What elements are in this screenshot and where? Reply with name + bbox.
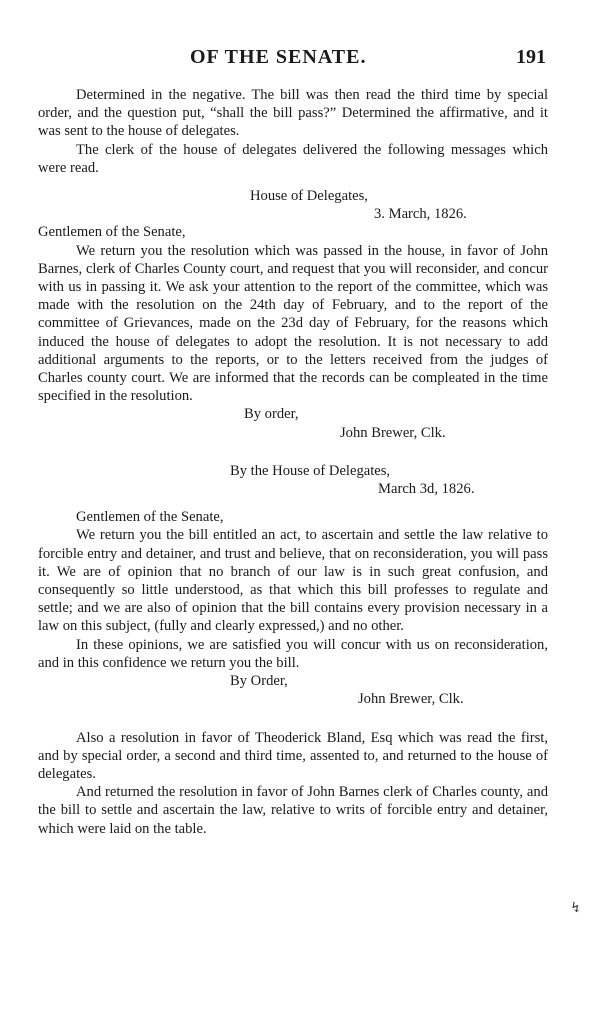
- page-header: [0, 46, 600, 74]
- running-head: OF THE SENATE.: [190, 46, 367, 68]
- paragraph-determined: Determined in the negative. The bill was then read the third time by special order, and the question put, “shall the bill pass?” Determined the affirmative, and it was sent to the house of delegates.: [38, 87, 548, 140]
- message1-by-order: By order,: [244, 406, 299, 423]
- message2-masthead: By the House of Delegates,: [230, 462, 391, 479]
- paragraph-bland-resolution: Also a resolution in favor of Theoderick Bland, Esq which was read the first, and by special order, a second and third time, assented to, and returned to the house of delegates.: [38, 729, 548, 782]
- message2-signature: John Brewer, Clk.: [358, 691, 464, 708]
- message1-salutation: Gentlemen of the Senate,: [38, 224, 186, 241]
- margin-mark: ↯: [570, 901, 582, 916]
- page-number: 191: [516, 46, 546, 68]
- message1-signature: John Brewer, Clk.: [340, 424, 446, 441]
- paragraph-clerk-messages: The clerk of the house of delegates delivered the following messages which were read.: [38, 141, 548, 176]
- message1-text: We return you the resolution which was passed in the house, in favor of John Barnes, clerk of Charles County court, and request that you will reconsider, and concur with us in passing it. We ask your attention to the report of the committee, which was made with the resolution on the 24th day of February, and to the report of the committee of Grievances, made on the 23d day of February, for the reasons which induced the house of delegates to adopt the resolution. It is not necessary to add additional arguments to the reports, or to the letters received from the judges of Charles county court. We are informed that the records can be compleated in the time specified in the resolution.: [38, 242, 548, 405]
- message1-date: 3. March, 1826.: [374, 206, 467, 223]
- message2-text2: In these opinions, we are satisfied you will concur with us on reconsideration, and in this confidence we return you the bill.: [38, 636, 548, 671]
- message2-date: March 3d, 1826.: [378, 481, 475, 498]
- message1-masthead: House of Delegates,: [250, 188, 368, 205]
- message2-text1: We return you the bill entitled an act, to ascertain and settle the law relative to forcible entry and detainer, and trust and believe, that on reconsideration, you will pass it. We are of opinion that no branch of our law is in such great confusion, and consequently so little understood, as that which this bill professes to regulate and settle; and we are also of opinion that the bill contains every provision necessary in a law on this subject, (fully and clearly expressed,) and no other.: [38, 527, 548, 635]
- paragraph-barnes-returned: And returned the resolution in favor of John Barnes clerk of Charles county, and the bill to settle and ascertain the law, relative to writs of forcible entry and detainer, which were laid on the table.: [38, 784, 548, 837]
- message2-by-order: By Order,: [230, 673, 288, 690]
- message2-salutation: Gentlemen of the Senate,: [76, 509, 224, 526]
- body-text: [38, 86, 548, 838]
